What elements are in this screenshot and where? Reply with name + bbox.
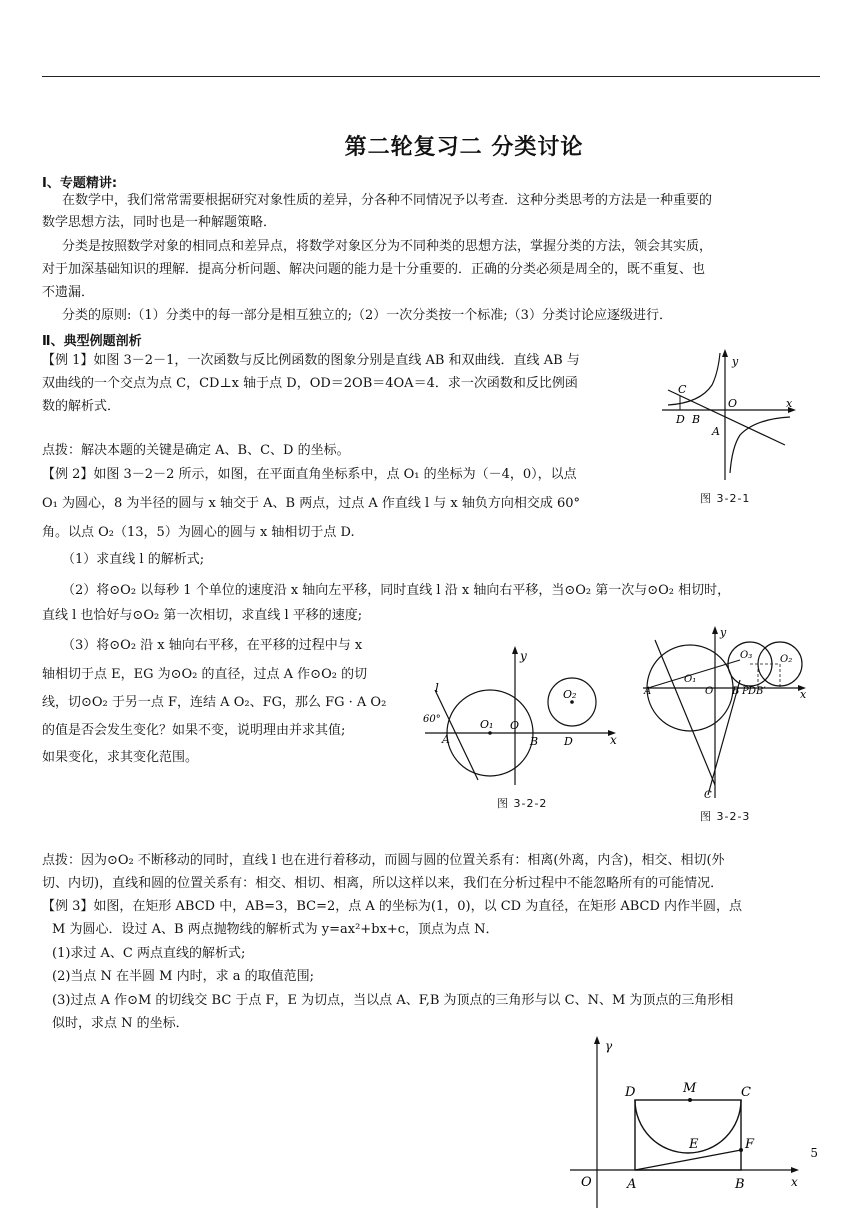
- ex2-q2b: 直线 l 也恰好与⊙O₂ 第一次相切，求直线 l 平移的速度;: [42, 608, 363, 623]
- fig3-label-c: C: [704, 790, 712, 801]
- section1-p2a: 分类是按照数学对象的相同点和差异点，将数学对象区分为不同种类的思想方法，掌握分类的方法，领会其实质，: [62, 239, 713, 254]
- ex1-line3: 数的解析式．: [42, 399, 121, 414]
- section1-heading: Ⅰ、专题精讲:: [42, 176, 118, 191]
- fig1-label-o: O: [728, 397, 738, 410]
- fig3-label-bprime: B′: [756, 686, 766, 697]
- ex2-q1: （1）求直线 l 的解析式;: [62, 552, 205, 567]
- figure-ex3: [565, 1030, 810, 1210]
- fig2-label-d: D: [564, 735, 573, 748]
- fig4-point-m: [688, 1098, 692, 1102]
- fig3-label-o: O: [705, 686, 714, 697]
- fig3-line-l-right: [708, 680, 740, 795]
- fig1-label-c: C: [678, 383, 687, 396]
- fig2-label-angle: 60°: [423, 714, 441, 725]
- fig4-label-o: O: [581, 1175, 592, 1190]
- fig4-label-e: E: [689, 1137, 699, 1152]
- fig3-line-l-left: [655, 640, 715, 785]
- fig4-label-y: γ: [605, 1039, 613, 1053]
- ex2-hint-line1: 点拨：因为⊙O₂ 不断移动的同时，直线 l 也在进行着移动，而圆与圆的位置关系有：相离(外离，内含)，相交、相切(外: [42, 853, 725, 868]
- fig1-label-b: B: [692, 413, 701, 426]
- fig2-label-y: y: [520, 649, 527, 663]
- fig1-line-ab: [668, 390, 785, 445]
- fig3-label-d: D: [748, 686, 757, 697]
- fig2-y-arrow: [512, 646, 518, 654]
- fig1-label-x: x: [786, 397, 793, 410]
- fig4-label-a: A: [627, 1177, 637, 1192]
- fig4-label-m: M: [683, 1081, 697, 1096]
- ex2-line3: 角。以点 O₂（13，5）为圆心的圆与 x 轴相切于点 D.: [42, 525, 355, 540]
- ex2-hint-line2: 切、内切)，直线和圆的位置关系有：相交、相切、相离，所以这样以来，我们在分析过程中不能忽略所有的可能情况．: [42, 876, 724, 891]
- fig1-hyperbola-left: [668, 353, 720, 405]
- ex3-q1: (1)求过 A、C 两点直线的解析式;: [52, 946, 246, 961]
- ex3-line2: M 为圆心．设过 A、B 两点抛物线的解析式为 y=ax²+bx+c，顶点为点 N．: [52, 922, 499, 937]
- figure-3-2-3: [640, 620, 820, 805]
- ex3-q3a: (3)过点 A 作⊙M 的切线交 BC 于点 F，E 为切点，当以点 A、F,B 为顶点的三角形与以 C、N、M 为顶点的三角形相: [52, 993, 734, 1008]
- fig1-caption: 图 3-2-1: [700, 492, 751, 505]
- page-title: 第二轮复习二 分类讨论: [344, 135, 584, 160]
- fig2-label-a: A: [442, 733, 450, 746]
- fig3-label-o2: O₂: [780, 654, 793, 665]
- fig2-label-o2: O₂: [563, 688, 577, 701]
- fig1-y-arrow: [722, 349, 728, 357]
- fig2-point-o1: [488, 731, 492, 735]
- fig2-label-b: B: [530, 735, 539, 748]
- ex3-q3b: 似时，求点 N 的坐标．: [52, 1016, 189, 1031]
- ex2-q3c: 线，切⊙O₂ 于另一点 F，连结 A O₂、FG，那么 FG · A O₂: [42, 695, 387, 710]
- section2-heading: Ⅱ、典型例题剖析: [42, 334, 142, 349]
- fig4-x-arrow: [791, 1167, 799, 1173]
- ex1-line2: 双曲线的一个交点为点 C，CD⊥x 轴于点 D，OD＝2OB＝4OA＝4．求一次函数和反比例函: [42, 376, 578, 391]
- figure-3-2-1: [660, 345, 800, 485]
- ex2-q3b: 轴相切于点 E，EG 为⊙O₂ 的直径，过点 A 作⊙O₂ 的切: [42, 667, 368, 682]
- section1-p1a: 在数学中，我们常常需要根据研究对象性质的差异，分各种不同情况予以考查．这种分类思考的方法是一种重要的: [62, 193, 713, 208]
- ex3-q2: (2)当点 N 在半圆 M 内时，求 a 的取值范围;: [52, 969, 315, 984]
- fig3-label-a: A: [644, 686, 652, 697]
- ex3-line1: 【例 3】如图，在矩形 ABCD 中，AB=3，BC=2，点 A 的坐标为(1，0)，以 CD 为直径，在矩形 ABCD 内作半圆，点: [42, 899, 743, 914]
- fig3-caption: 图 3-2-3: [700, 810, 751, 823]
- fig3-label-p: P: [742, 686, 749, 697]
- section1-p2c: 不遗漏．: [42, 285, 95, 300]
- ex2-q3a: （3）将⊙O₂ 沿 x 轴向右平移，在平移的过程中与 x: [62, 638, 363, 653]
- fig2-caption: 图 3-2-2: [497, 797, 548, 810]
- figure-3-2-2: [420, 640, 625, 790]
- fig4-label-x: x: [791, 1175, 798, 1189]
- ex1-hint: 点拨：解决本题的关键是确定 A、B、C、D 的坐标。: [42, 443, 350, 458]
- section1-p3: 分类的原则:（1）分类中的每一部分是相互独立的;（2）一次分类按一个标准;（3）分类讨论应逐级进行．: [62, 308, 672, 323]
- header-rule: [42, 76, 820, 77]
- fig1-label-a: A: [712, 425, 720, 438]
- fig3-label-b: B: [732, 686, 740, 697]
- fig4-label-f: F: [745, 1137, 755, 1152]
- page-number: 5: [810, 1146, 818, 1160]
- fig2-label-x: x: [610, 733, 617, 747]
- fig4-semicircle: [635, 1100, 741, 1153]
- ex2-line2: O₁ 为圆心，8 为半径的圆与 x 轴交于 A、B 两点，过点 A 作直线 l 与 x 轴负方向相交成 60°: [42, 496, 581, 511]
- fig3-y-arrow: [712, 626, 718, 634]
- fig3-label-x: x: [800, 688, 807, 701]
- fig3-label-o3: O₃: [740, 650, 753, 661]
- fig1-label-d: D: [676, 413, 685, 426]
- fig4-point-f: [739, 1148, 743, 1152]
- fig4-label-c: C: [741, 1085, 751, 1100]
- fig3-label-o1: O₁: [684, 674, 697, 685]
- fig2-label-l: l: [435, 681, 439, 695]
- ex2-q3e: 如果变化，求其变化范围。: [42, 750, 199, 765]
- fig4-label-b: B: [735, 1177, 745, 1192]
- ex2-q3d: 的值是否会发生变化？如果不变，说明理由并求其值;: [42, 723, 346, 738]
- fig1-hyperbola-right: [730, 417, 790, 473]
- section1-p1b: 数学思想方法，同时也是一种解题策略．: [42, 215, 277, 230]
- fig2-label-o: O: [510, 719, 520, 732]
- fig4-label-d: D: [625, 1085, 636, 1100]
- fig1-label-y: y: [732, 355, 739, 368]
- section1-p2b: 对于加深基础知识的理解．提高分析问题、解决问题的能力是十分重要的．正确的分类必须是周全的，既不重复、也: [42, 262, 706, 277]
- fig2-label-o1: O₁: [480, 718, 494, 731]
- ex2-line1: 【例 2】如图 3－2－2 所示，如图，在平面直角坐标系中，点 O₁ 的坐标为（－4，0），以点: [42, 467, 577, 482]
- ex1-line1: 【例 1】如图 3－2－1，一次函数与反比例函数的图象分别是直线 AB 和双曲线．直线 AB 与: [42, 353, 580, 368]
- fig3-label-y: y: [720, 626, 727, 639]
- ex2-q2a: （2）将⊙O₂ 以每秒 1 个单位的速度沿 x 轴向左平移，同时直线 l 沿 x 轴向右平移，当⊙O₂ 第一次与⊙O₂ 相切时，: [62, 583, 731, 598]
- fig4-y-arrow: [594, 1036, 600, 1044]
